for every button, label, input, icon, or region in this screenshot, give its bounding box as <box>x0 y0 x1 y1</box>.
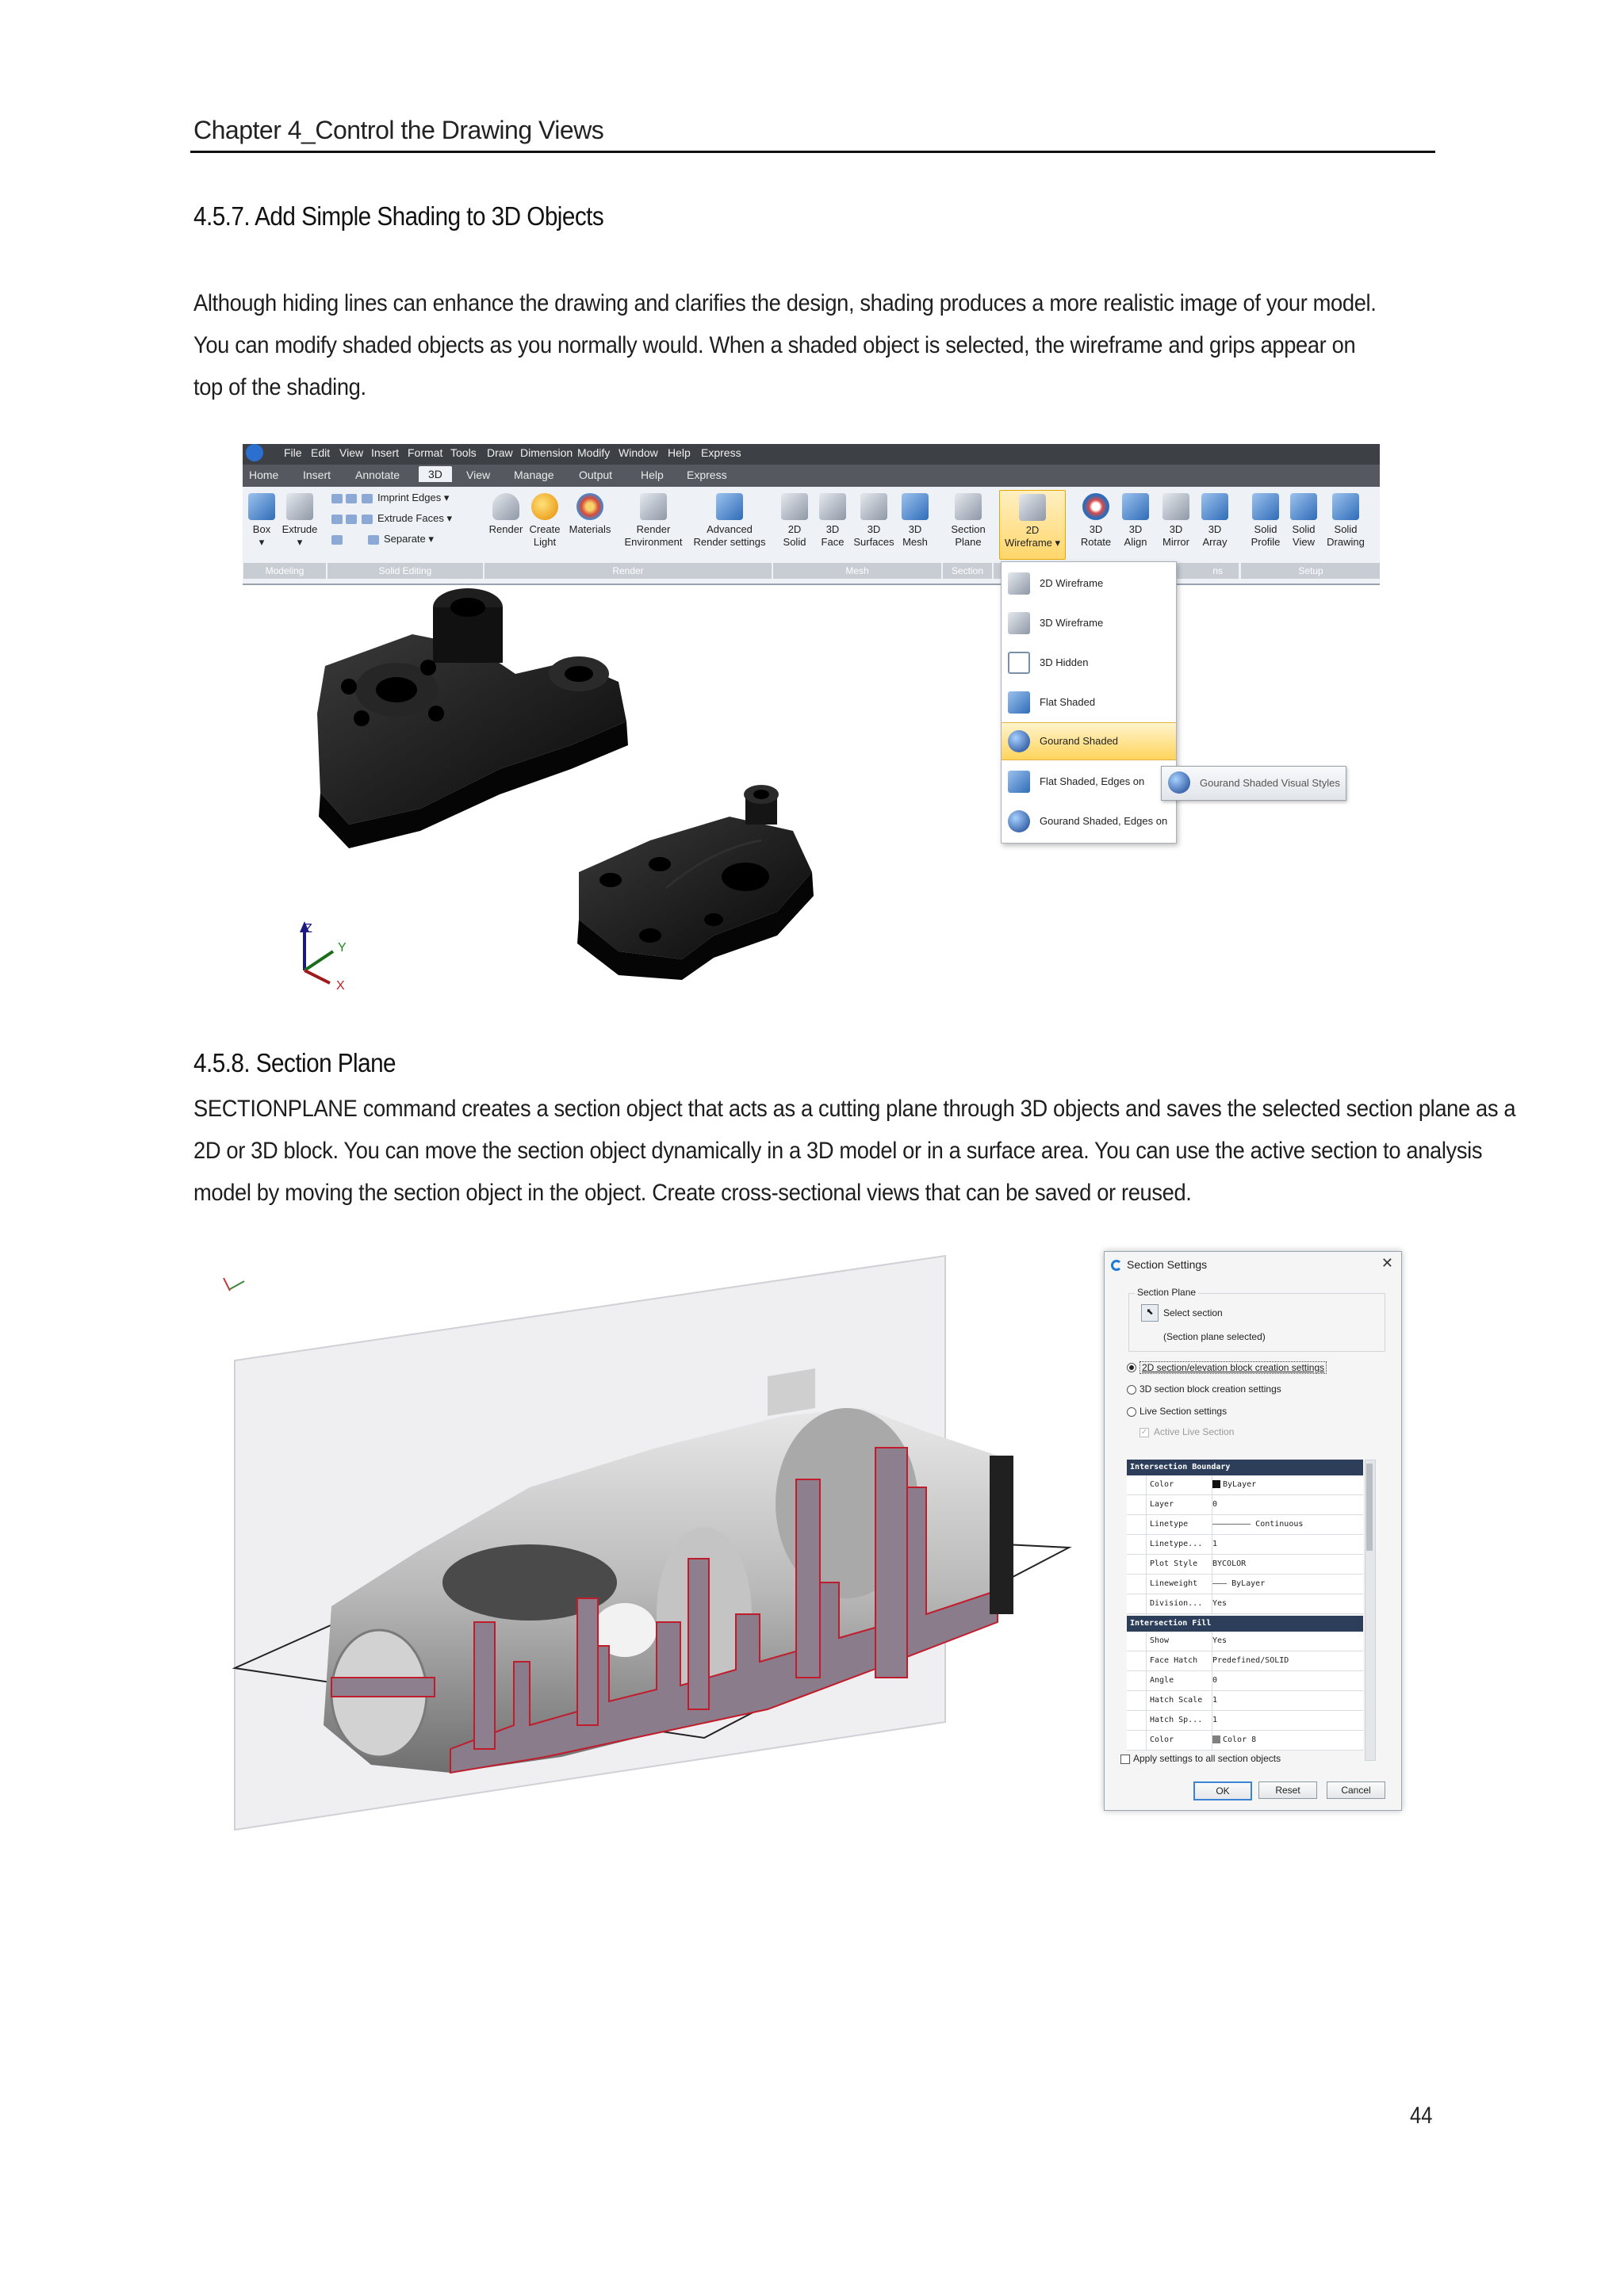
group-label-solid-editing: Solid Editing <box>327 563 483 579</box>
ribbon-screenshot <box>243 444 1380 585</box>
properties-grid <box>1127 1460 1363 1751</box>
2d-wireframe-icon <box>1008 572 1030 595</box>
gourand-shaded-icon <box>1008 730 1030 752</box>
3d-align-icon <box>1122 493 1149 520</box>
menu-dimension[interactable]: Dimension <box>520 446 573 459</box>
property-row[interactable]: Show Yes <box>1127 1632 1363 1651</box>
select-section-label: Select section <box>1163 1307 1223 1318</box>
color-swatch <box>1212 1480 1220 1488</box>
3d-hidden-icon <box>1008 652 1030 674</box>
section-heading-4-5-8: 4.5.8. Section Plane <box>193 1048 396 1077</box>
app-logo-icon <box>1111 1260 1122 1271</box>
menu-insert[interactable]: Insert <box>371 446 400 459</box>
ok-button[interactable]: OK <box>1193 1781 1252 1800</box>
imprint-edges-button[interactable]: Imprint Edges ▾ <box>331 492 449 504</box>
shaded-models-illustration <box>238 579 999 1023</box>
tab-view[interactable]: View <box>466 469 491 481</box>
dialog-title: Section Settings <box>1127 1258 1208 1271</box>
menu-view[interactable]: View <box>339 446 364 459</box>
render-environment-button[interactable]: Render Environment <box>620 493 687 549</box>
paragraph-line: top of the shading. <box>193 374 366 400</box>
paragraph-line: You can modify shaded objects as you normally would. When a shaded object is selected, the wireframe and grips appear on <box>193 332 1356 358</box>
tab-express[interactable]: Express <box>687 469 727 481</box>
paragraph-section-plane <box>193 1088 1521 1214</box>
option-live-section-label: Live Section settings <box>1139 1406 1228 1417</box>
intersection-fill-header: Intersection Fill <box>1127 1616 1363 1632</box>
property-row[interactable]: Color ByLayer <box>1127 1475 1363 1495</box>
create-light-button[interactable]: Create Light <box>528 493 561 549</box>
group-label-modify: ns <box>993 563 1239 579</box>
style-2d-wireframe[interactable]: 2D Wireframe <box>1002 565 1176 602</box>
style-flat-shaded[interactable]: Flat Shaded <box>1002 684 1176 721</box>
tab-help[interactable]: Help <box>641 469 664 481</box>
shaded-part-1 <box>317 588 628 848</box>
group-label-mesh: Mesh <box>772 563 941 579</box>
visual-styles-dropdown <box>1001 561 1177 844</box>
3d-surfaces-button[interactable]: 3D Surfaces <box>852 493 896 549</box>
ucs-z-label: Z <box>304 922 312 936</box>
properties-scrollbar[interactable] <box>1365 1460 1376 1761</box>
style-gourand-shaded-edges-on[interactable]: Gourand Shaded, Edges on <box>1002 803 1176 840</box>
3d-face-icon <box>819 493 846 520</box>
apply-all-label: Apply settings to all section objects <box>1133 1753 1281 1764</box>
radio-3d-section[interactable] <box>1127 1385 1136 1395</box>
tab-3d[interactable]: 3D <box>419 466 452 482</box>
property-row[interactable]: Lineweight ——— ByLayer <box>1127 1575 1363 1594</box>
3d-array-icon <box>1201 493 1228 520</box>
ucs-x-label: X <box>336 979 345 993</box>
2d-wireframe-button[interactable]: 2D Wireframe ▾ <box>999 490 1066 560</box>
3d-face-button[interactable]: 3D Face <box>815 493 850 549</box>
close-button[interactable]: ✕ <box>1381 1255 1393 1271</box>
3d-rotate-button[interactable]: 3D Rotate <box>1078 493 1113 549</box>
paragraph-line: Although hiding lines can enhance the drawing and clarifies the design, shading produces a more realistic image of your model. <box>193 290 1377 316</box>
3d-wireframe-icon <box>1008 612 1030 634</box>
radio-live-section[interactable] <box>1127 1407 1136 1417</box>
page-number: 44 <box>1409 2103 1432 2129</box>
3d-rotate-icon <box>1082 493 1109 520</box>
3d-mesh-icon <box>902 493 929 520</box>
paragraph-line: model by moving the section object in the object. Create cross-sectional views that can be saved or reused. <box>193 1180 1192 1206</box>
property-row[interactable]: Plot Style BYCOLOR <box>1127 1555 1363 1575</box>
render-button[interactable]: Render <box>487 493 525 536</box>
section-plane-button[interactable]: Section Plane <box>948 493 988 549</box>
apply-all-checkbox[interactable] <box>1120 1755 1130 1764</box>
paragraph-shading <box>193 282 1521 408</box>
property-row[interactable]: Linetype ———————— Continuous <box>1127 1515 1363 1535</box>
section-plane-icon <box>955 493 982 520</box>
menu-edit[interactable]: Edit <box>311 446 331 459</box>
solid-profile-icon <box>1252 493 1279 520</box>
radio-2d-section[interactable] <box>1127 1363 1136 1372</box>
flat-shaded-icon <box>1008 691 1030 714</box>
3d-mirror-button[interactable]: 3D Mirror <box>1158 493 1194 549</box>
solid-profile-button[interactable]: Solid Profile <box>1247 493 1285 549</box>
menu-help[interactable]: Help <box>668 446 691 459</box>
menu-bar <box>243 444 1380 465</box>
extrude-icon <box>286 493 313 520</box>
style-3d-wireframe[interactable]: 3D Wireframe <box>1002 605 1176 641</box>
menu-tools[interactable]: Tools <box>450 446 477 459</box>
separate-button[interactable]: Separate ▾ <box>331 533 434 545</box>
solid-drawing-icon <box>1332 493 1359 520</box>
property-row[interactable]: Angle 0 <box>1127 1671 1363 1691</box>
solid-view-button[interactable]: Solid View <box>1286 493 1321 549</box>
group-label-render: Render <box>484 563 772 579</box>
select-section-button[interactable] <box>1141 1304 1159 1322</box>
running-header: Chapter 4_Control the Drawing Views <box>193 116 604 144</box>
style-gourand-shaded[interactable]: Gourand Shaded <box>1002 722 1176 760</box>
menu-file[interactable]: File <box>284 446 302 459</box>
header-rule <box>190 151 1435 153</box>
active-live-section-checkbox[interactable]: ✓ <box>1140 1428 1148 1437</box>
materials-button[interactable]: Materials <box>566 493 614 536</box>
tab-home[interactable]: Home <box>249 469 279 481</box>
3d-mirror-icon <box>1162 493 1189 520</box>
intersection-boundary-header: Intersection Boundary <box>1127 1460 1363 1475</box>
render-icon <box>492 493 519 520</box>
tab-insert[interactable]: Insert <box>303 469 331 481</box>
separate-icon <box>331 535 343 545</box>
extrude-button[interactable]: Extrude ▾ <box>279 493 320 549</box>
tab-manage[interactable]: Manage <box>514 469 554 481</box>
3d-array-button[interactable]: 3D Array <box>1197 493 1232 549</box>
menu-window[interactable]: Window <box>619 446 658 459</box>
2d-solid-icon <box>781 493 808 520</box>
box-button[interactable]: Box ▾ <box>247 493 276 549</box>
gourand-shaded-icon <box>1168 771 1190 794</box>
2d-wireframe-icon <box>1019 494 1046 521</box>
property-row[interactable]: Layer 0 <box>1127 1495 1363 1515</box>
materials-icon <box>576 493 603 520</box>
section-plane-groupbox <box>1128 1293 1385 1352</box>
section-settings-dialog <box>1104 1251 1402 1811</box>
menu-express[interactable]: Express <box>701 446 741 459</box>
visual-styles-tooltip: Gourand Shaded Visual Styles <box>1161 766 1346 801</box>
3d-align-button[interactable]: 3D Align <box>1118 493 1153 549</box>
cancel-button[interactable]: Cancel <box>1327 1781 1385 1799</box>
solid-drawing-button[interactable]: Solid Drawing <box>1324 493 1367 549</box>
extrude-faces-icon <box>331 515 343 524</box>
menu-modify[interactable]: Modify <box>577 446 611 459</box>
section-selected-note: (Section plane selected) <box>1163 1331 1266 1342</box>
style-flat-shaded-edges-on[interactable]: Flat Shaded, Edges on <box>1002 763 1176 800</box>
tab-annotate[interactable]: Annotate <box>355 469 400 481</box>
group-label-setup: Setup <box>1240 563 1380 579</box>
paragraph-line: 2D or 3D block. You can move the section object dynamically in a 3D model or in a surface area. You can use the active section to analysis <box>193 1138 1483 1164</box>
ribbon-tab-bar <box>243 465 1380 487</box>
section-plane-illustration <box>213 1249 1085 1836</box>
solid-view-icon <box>1290 493 1317 520</box>
render-environment-icon <box>640 493 667 520</box>
section-heading-4-5-7: 4.5.7. Add Simple Shading to 3D Objects <box>193 201 604 231</box>
reset-button[interactable]: Reset <box>1258 1781 1317 1799</box>
property-row[interactable]: Hatch Sp... 1 <box>1127 1711 1363 1731</box>
active-live-section-label: Active Live Section <box>1154 1426 1235 1437</box>
paragraph-line: SECTIONPLANE command creates a section object that acts as a cutting plane through 3D objects and saves the selected section plane as a <box>193 1096 1516 1122</box>
app-logo-icon <box>246 444 263 461</box>
imprint-edges-icon <box>331 494 343 503</box>
cursor-pick-icon: ⬉ <box>1146 1307 1154 1317</box>
section-plane-group-label: Section Plane <box>1135 1287 1198 1298</box>
tab-output[interactable]: Output <box>579 469 613 481</box>
menu-draw[interactable]: Draw <box>487 446 513 459</box>
group-label-modeling: Modeling <box>243 563 326 579</box>
2d-solid-button[interactable]: 2D Solid <box>777 493 812 549</box>
style-3d-hidden[interactable]: 3D Hidden <box>1002 645 1176 681</box>
advanced-render-icon <box>716 493 743 520</box>
3d-mesh-button[interactable]: 3D Mesh <box>898 493 933 549</box>
property-row[interactable]: Color Color 8 <box>1127 1731 1363 1751</box>
extrude-faces-button[interactable]: Extrude Faces ▾ <box>331 512 452 525</box>
option-2d-section-label: 2D section/elevation block creation settings <box>1139 1361 1327 1374</box>
option-3d-section-label: 3D section block creation settings <box>1139 1383 1281 1395</box>
property-row[interactable]: Face Hatch Predefined/SOLID <box>1127 1651 1363 1671</box>
3d-surfaces-icon <box>860 493 887 520</box>
shaded-part-2 <box>577 785 814 980</box>
ucs-y-label: Y <box>338 941 347 955</box>
gourand-shaded-edges-icon <box>1008 810 1030 832</box>
menu-format[interactable]: Format <box>408 446 443 459</box>
box-icon <box>248 493 275 520</box>
property-row[interactable]: Hatch Scale 1 <box>1127 1691 1363 1711</box>
flat-shaded-edges-icon <box>1008 771 1030 793</box>
property-row[interactable]: Division... Yes <box>1127 1594 1363 1614</box>
advanced-render-settings-button[interactable]: Advanced Render settings <box>688 493 771 549</box>
ucs-axis-icon <box>300 921 347 993</box>
property-row[interactable]: Linetype... 1 <box>1127 1535 1363 1555</box>
light-bulb-icon <box>531 493 558 520</box>
scrollbar-thumb[interactable] <box>1366 1464 1373 1551</box>
group-label-section: Section <box>942 563 992 579</box>
color-swatch <box>1212 1735 1220 1743</box>
